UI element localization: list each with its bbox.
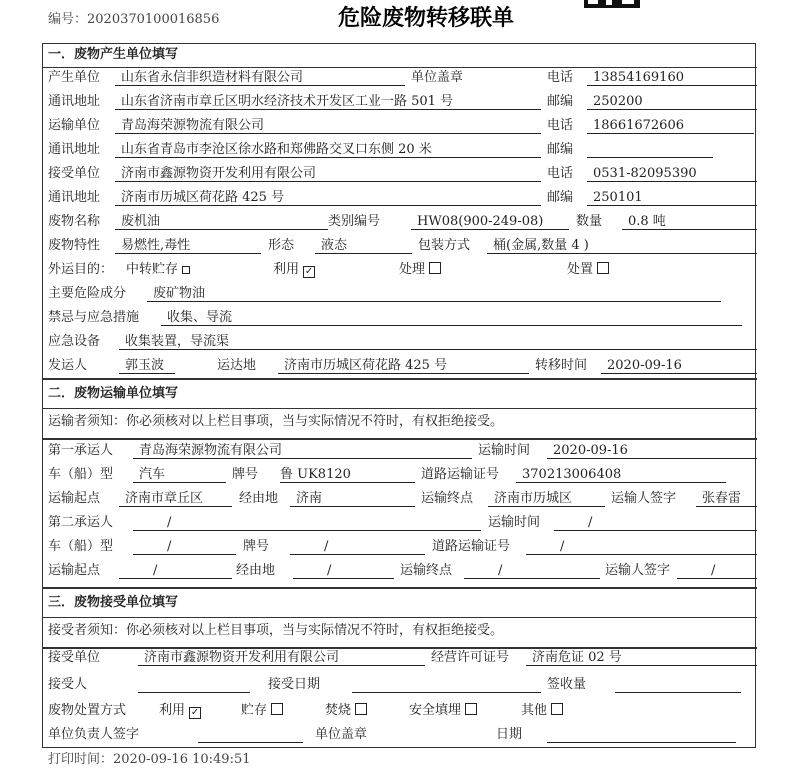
zip-label: 邮编 bbox=[547, 94, 574, 109]
carrier2-sign-field[interactable]: / bbox=[677, 563, 757, 579]
equipment-label: 应急设备 bbox=[48, 334, 101, 349]
carrier2-time-field[interactable]: / bbox=[554, 515, 757, 531]
receiver-notice: 接受者须知：你必须核对以上栏目事项，当与实际情况不符时，有权拒绝接受。 bbox=[48, 623, 504, 638]
serial-label: 编号： bbox=[48, 12, 88, 27]
form-field[interactable]: 液态 bbox=[315, 238, 412, 254]
receive-date-field[interactable] bbox=[352, 677, 541, 693]
carrier2-end-field[interactable]: / bbox=[464, 563, 600, 579]
receiver-person-label: 接受人 bbox=[48, 677, 88, 692]
permit-label: 道路运输证号 bbox=[432, 539, 511, 554]
producer-zip-field[interactable]: 250200 bbox=[587, 94, 757, 110]
carrier1-permit-field[interactable]: 370213006408 bbox=[516, 467, 726, 483]
address-label: 通讯地址 bbox=[48, 94, 101, 109]
print-time-label: 打印时间： bbox=[48, 752, 114, 767]
seal-label: 单位盖章 bbox=[315, 727, 368, 742]
section-1-title: 一．废物产生单位填写 bbox=[48, 47, 179, 62]
print-time-value: 2020-09-16 10:49:51 bbox=[113, 752, 251, 767]
carrier1-via-field[interactable]: 济南 bbox=[290, 491, 415, 507]
method-option[interactable] bbox=[159, 703, 201, 719]
section-2-title: 二．废物运输单位填写 bbox=[48, 386, 179, 401]
phone-label: 电话 bbox=[547, 118, 574, 133]
option-label: 处置 bbox=[567, 262, 594, 277]
serial-value: 2020370100016856 bbox=[87, 12, 220, 27]
purpose-option[interactable] bbox=[126, 262, 190, 278]
checkbox-icon[interactable] bbox=[355, 703, 367, 715]
packaging-label: 包装方式 bbox=[418, 238, 471, 253]
divider bbox=[42, 378, 757, 380]
section-3-title: 三．废物接受单位填写 bbox=[48, 595, 179, 610]
vehicle-label: 车（船）型 bbox=[48, 539, 114, 554]
method-option[interactable] bbox=[325, 703, 367, 719]
producer-label: 产生单位 bbox=[48, 70, 101, 85]
purpose-option[interactable] bbox=[567, 262, 609, 278]
divider bbox=[42, 617, 757, 618]
checkbox-icon[interactable] bbox=[271, 703, 283, 715]
property-label: 废物特性 bbox=[48, 238, 101, 253]
option-label: 处理 bbox=[399, 262, 426, 277]
divider bbox=[42, 438, 757, 440]
purpose-option[interactable] bbox=[399, 262, 441, 278]
carrier1-plate-field[interactable]: 鲁 UK8120 bbox=[280, 467, 415, 483]
checkbox-icon[interactable] bbox=[429, 262, 441, 274]
checkbox-icon[interactable] bbox=[551, 703, 563, 715]
receiving-unit-field[interactable]: 济南市鑫源物资开发利用有限公司 bbox=[138, 650, 425, 666]
phone-label: 电话 bbox=[547, 166, 574, 181]
sign-label: 运输人签字 bbox=[605, 563, 671, 578]
producer-phone-field[interactable]: 13854169160 bbox=[587, 70, 757, 86]
serial-number bbox=[48, 12, 219, 28]
end-label: 运输终点 bbox=[421, 491, 474, 506]
page-title: 危险废物转移联单 bbox=[338, 6, 515, 31]
producer-field[interactable]: 山东省永信非织造材料有限公司 bbox=[115, 70, 405, 86]
component-field[interactable]: 废矿物油 bbox=[147, 286, 721, 302]
shipper-label: 发运人 bbox=[48, 358, 88, 373]
vehicle-label: 车（船）型 bbox=[48, 467, 114, 482]
carrier1-end-field[interactable]: 济南市历城区 bbox=[488, 491, 605, 507]
start-label: 运输起点 bbox=[48, 563, 101, 578]
option-label: 安全填埋 bbox=[409, 703, 462, 718]
zip-label: 邮编 bbox=[547, 142, 574, 157]
carrier1-start-field[interactable]: 济南市章丘区 bbox=[119, 491, 232, 507]
via-label: 经由地 bbox=[239, 491, 279, 506]
address-label: 通讯地址 bbox=[48, 190, 101, 205]
checkbox-icon[interactable] bbox=[465, 703, 477, 715]
receiving-unit-label: 接受单位 bbox=[48, 650, 101, 665]
divider bbox=[42, 587, 757, 589]
plate-label: 牌号 bbox=[243, 539, 270, 554]
print-time bbox=[48, 752, 251, 768]
carrier1-label: 第一承运人 bbox=[48, 443, 114, 458]
shipper-field[interactable]: 郭玉波 bbox=[119, 358, 175, 374]
transporter-zip-field[interactable] bbox=[587, 142, 713, 158]
amount-field[interactable] bbox=[615, 677, 741, 693]
method-option[interactable] bbox=[521, 703, 563, 719]
waste-name-label: 废物名称 bbox=[48, 214, 101, 229]
method-option[interactable] bbox=[409, 703, 477, 719]
option-label: 焚烧 bbox=[325, 703, 352, 718]
packaging-field[interactable]: 桶(金属,数量 4 ) bbox=[487, 238, 757, 254]
carrier2-label: 第二承运人 bbox=[48, 515, 114, 530]
carrier2-vehicle-field[interactable]: / bbox=[133, 539, 236, 555]
head-sign-field[interactable] bbox=[198, 727, 303, 743]
checkbox-icon[interactable] bbox=[597, 262, 609, 274]
transporter-address-field[interactable]: 山东省青岛市李沧区徐水路和郑佛路交叉口东侧 20 米 bbox=[115, 142, 541, 158]
sign-label: 运输人签字 bbox=[611, 491, 677, 506]
option-label: 其他 bbox=[521, 703, 548, 718]
transfer-time-label: 转移时间 bbox=[535, 358, 588, 373]
receiver-zip-field[interactable]: 250101 bbox=[587, 190, 757, 206]
zip-label: 邮编 bbox=[547, 190, 574, 205]
license-field[interactable]: 济南危证 02 号 bbox=[526, 650, 757, 666]
option-label: 贮存 bbox=[241, 703, 268, 718]
carrier2-field[interactable]: / bbox=[133, 515, 481, 531]
transport-notice: 运输者须知：你必须核对以上栏目事项，当与实际情况不符时，有权拒绝接受。 bbox=[48, 414, 504, 429]
receiver-person-field[interactable] bbox=[138, 677, 250, 693]
address-label: 通讯地址 bbox=[48, 142, 101, 157]
component-label: 主要危险成分 bbox=[48, 286, 127, 301]
carrier1-sign-field[interactable]: 张春雷 bbox=[696, 491, 757, 507]
divider bbox=[42, 408, 757, 409]
emergency-label: 禁忌与应急措施 bbox=[48, 310, 140, 325]
receiver-label: 接受单位 bbox=[48, 166, 101, 181]
license-label: 经营许可证号 bbox=[431, 650, 510, 665]
divider bbox=[42, 67, 757, 68]
receiver-field[interactable]: 济南市鑫源物资开发利用有限公司 bbox=[115, 166, 541, 182]
carrier1-time-field[interactable]: 2020-09-16 bbox=[547, 443, 757, 459]
end-label: 运输终点 bbox=[400, 563, 453, 578]
qr-code-fragment bbox=[584, 0, 640, 8]
receive-date-label: 接受日期 bbox=[268, 677, 321, 692]
emergency-field[interactable]: 收集、导流 bbox=[161, 310, 742, 326]
date-field[interactable] bbox=[547, 727, 736, 743]
transporter-field[interactable]: 青岛海荣源物流有限公司 bbox=[115, 118, 541, 134]
carrier2-plate-field[interactable]: / bbox=[290, 539, 425, 555]
option-label: 中转贮存 bbox=[126, 262, 179, 277]
start-label: 运输起点 bbox=[48, 491, 101, 506]
producer-address-field[interactable]: 山东省济南市章丘区明水经济技术开发区工业一路 501 号 bbox=[115, 94, 541, 110]
checkbox-checked-icon[interactable]: ✓ bbox=[304, 266, 314, 277]
transport-time-label: 运输时间 bbox=[488, 515, 541, 530]
waste-name-field[interactable]: 废机油 bbox=[115, 214, 328, 230]
transfer-time-field[interactable]: 2020-09-16 bbox=[601, 358, 757, 374]
destination-label: 运达地 bbox=[217, 358, 257, 373]
carrier2-via-field[interactable]: / bbox=[293, 563, 394, 579]
option-label: 利用 bbox=[159, 703, 186, 718]
category-field[interactable]: HW08(900-249-08) bbox=[411, 214, 569, 230]
purpose-option[interactable] bbox=[273, 262, 315, 278]
receiver-phone-field[interactable]: 0531-82095390 bbox=[587, 166, 757, 182]
carrier2-permit-field[interactable]: / bbox=[526, 539, 757, 555]
head-sign-label: 单位负责人签字 bbox=[48, 727, 140, 742]
property-field[interactable]: 易燃性,毒性 bbox=[115, 238, 261, 254]
transporter-phone-field[interactable]: 18661672606 bbox=[587, 118, 754, 134]
amount-label: 签收量 bbox=[547, 677, 587, 692]
category-label: 类别编号 bbox=[328, 214, 381, 229]
seal-label: 单位盖章 bbox=[411, 70, 464, 85]
form-label: 形态 bbox=[268, 238, 295, 253]
checkbox-checked-icon[interactable]: ✓ bbox=[190, 707, 200, 718]
divider bbox=[42, 647, 757, 649]
permit-label: 道路运输证号 bbox=[421, 467, 500, 482]
destination-field[interactable]: 济南市历城区荷花路 425 号 bbox=[278, 358, 529, 374]
carrier2-start-field[interactable]: / bbox=[119, 563, 232, 579]
date-label: 日期 bbox=[496, 727, 523, 742]
carrier1-vehicle-field[interactable]: 汽车 bbox=[133, 467, 226, 483]
receiver-address-field[interactable]: 济南市历城区荷花路 425 号 bbox=[115, 190, 541, 206]
option-label: 利用 bbox=[273, 262, 300, 277]
quantity-field[interactable]: 0.8 吨 bbox=[622, 214, 757, 230]
plate-label: 牌号 bbox=[232, 467, 259, 482]
transport-time-label: 运输时间 bbox=[478, 443, 531, 458]
equipment-field[interactable]: 收集装置，导流渠 bbox=[119, 334, 757, 350]
method-label: 废物处置方式 bbox=[48, 703, 127, 718]
quantity-label: 数量 bbox=[576, 214, 603, 229]
method-option[interactable] bbox=[241, 703, 283, 719]
purpose-label: 外运目的： bbox=[48, 262, 114, 277]
transporter-label: 运输单位 bbox=[48, 118, 101, 133]
phone-label: 电话 bbox=[547, 70, 574, 85]
checkbox-icon[interactable] bbox=[182, 266, 190, 274]
via-label: 经由地 bbox=[236, 563, 276, 578]
carrier1-field[interactable]: 青岛海荣源物流有限公司 bbox=[133, 443, 472, 459]
